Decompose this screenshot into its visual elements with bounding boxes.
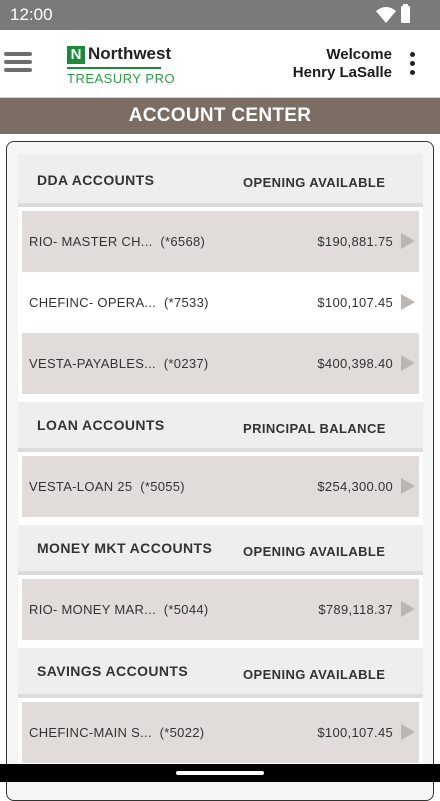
account-title: RIO- MONEY MAR...: [29, 602, 156, 617]
northwest-logo: [67, 44, 187, 88]
account-row[interactable]: [22, 272, 419, 333]
chevron-right-icon[interactable]: [401, 233, 415, 249]
account-balance: $400,398.40: [317, 356, 393, 371]
chevron-right-icon[interactable]: [401, 724, 415, 740]
chevron-right-icon[interactable]: [401, 355, 415, 371]
section-title: LOAN ACCOUNTS: [37, 417, 165, 433]
logo-divider: [67, 67, 161, 69]
account-number: (*6568): [160, 234, 206, 249]
section-column-label: OPENING AVAILABLE: [243, 175, 386, 190]
account-balance: $789,118.37: [318, 602, 393, 617]
account-name: [29, 356, 209, 371]
accounts-card: [6, 141, 434, 801]
chevron-right-icon[interactable]: [401, 601, 415, 617]
account-row[interactable]: [22, 333, 419, 394]
account-balance: $100,107.45: [317, 295, 393, 310]
wifi-icon: [376, 7, 396, 23]
kebab-menu-icon[interactable]: [410, 52, 416, 76]
account-balance: $100,107.45: [317, 725, 393, 740]
account-title: VESTA-PAYABLES...: [29, 356, 156, 371]
section-header: [18, 648, 423, 698]
account-row[interactable]: [22, 579, 419, 640]
section-column-label: OPENING AVAILABLE: [243, 544, 386, 559]
account-number: (*7533): [164, 295, 209, 310]
section-title: DDA ACCOUNTS: [37, 172, 155, 188]
account-title: VESTA-LOAN 25: [29, 479, 133, 494]
account-section: [18, 154, 423, 402]
account-name: [29, 725, 204, 740]
battery-icon: [401, 6, 410, 23]
welcome-label: Welcome: [326, 46, 392, 63]
account-row[interactable]: [22, 456, 419, 517]
app-header: [0, 30, 440, 98]
account-section: [18, 525, 423, 648]
account-balance: $254,300.00: [317, 479, 393, 494]
account-row[interactable]: [22, 702, 419, 763]
account-name: [29, 234, 205, 249]
account-title: CHEFINC-MAIN S...: [29, 725, 152, 740]
section-header: [18, 525, 423, 575]
account-number: (*5055): [140, 479, 185, 494]
account-name: [29, 295, 209, 310]
section-header: [18, 402, 423, 452]
account-title: CHEFINC- OPERA...: [29, 295, 157, 310]
account-title: RIO- MASTER CH...: [29, 234, 153, 249]
section-title: MONEY MKT ACCOUNTS: [37, 540, 213, 556]
account-number: (*5044): [163, 602, 209, 617]
home-indicator[interactable]: [176, 771, 264, 775]
hamburger-menu-icon[interactable]: [4, 52, 32, 72]
account-section: [18, 648, 423, 771]
section-column-label: OPENING AVAILABLE: [243, 667, 386, 682]
user-name: Henry LaSalle: [292, 64, 392, 81]
section-header: [18, 154, 423, 207]
account-balance: $190,881.75: [317, 234, 393, 249]
account-name: [29, 479, 185, 494]
account-number: (*0237): [163, 356, 209, 371]
status-time: 12:00: [10, 5, 53, 24]
account-number: (*5022): [159, 725, 205, 740]
account-name: [29, 602, 209, 617]
status-bar: [0, 0, 440, 30]
account-section: [18, 402, 423, 525]
section-title: SAVINGS ACCOUNTS: [37, 663, 189, 679]
logo-mark: N: [67, 46, 85, 64]
navigation-bar: [0, 764, 440, 782]
section-column-label: PRINCIPAL BALANCE: [243, 421, 386, 436]
welcome-block: [293, 46, 392, 82]
logo-tagline: TREASURY PRO: [67, 71, 176, 86]
logo-name: Northwest: [88, 44, 172, 63]
chevron-right-icon[interactable]: [401, 478, 415, 494]
account-row[interactable]: [22, 211, 419, 272]
accounts-list[interactable]: [18, 154, 423, 771]
page-title: ACCOUNT CENTER: [0, 98, 440, 134]
chevron-right-icon[interactable]: [401, 294, 415, 310]
